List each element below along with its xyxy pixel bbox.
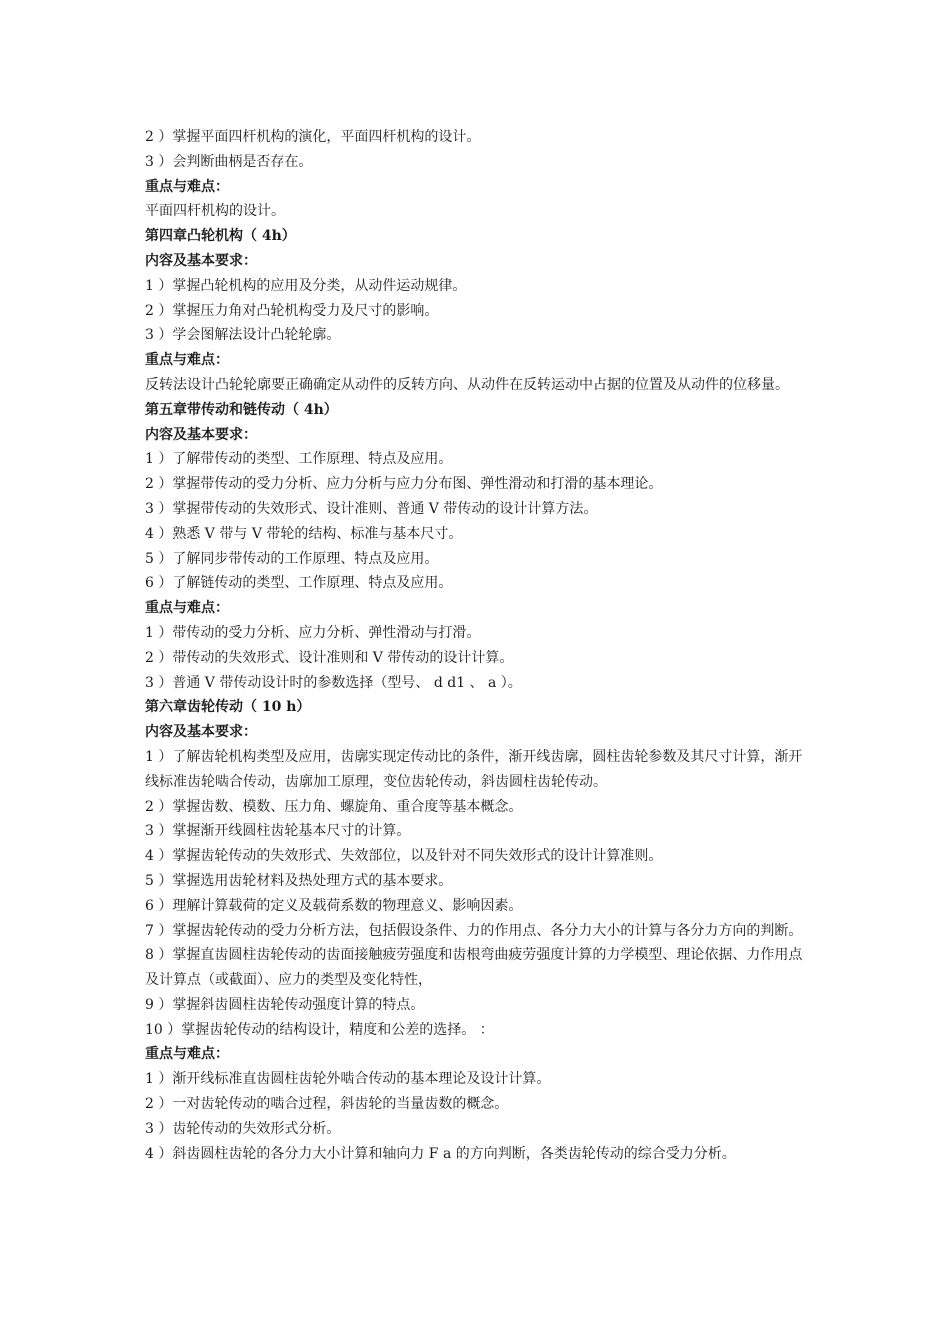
- section-heading: 内容及基本要求：: [145, 252, 257, 269]
- body-line: 1 ）掌握凸轮机构的应用及分类，从动件运动规律。: [145, 277, 467, 294]
- section-heading: 重点与难点：: [145, 352, 229, 369]
- body-line: 6 ）理解计算载荷的定义及载荷系数的物理意义、影响因素。: [145, 897, 523, 914]
- body-line: 10 ）掌握齿轮传动的结构设计，精度和公差的选择。 ：: [145, 1021, 494, 1038]
- body-line: 3 ）掌握带传动的失效形式、设计准则、普通 V 带传动的设计计算方法。: [145, 500, 598, 517]
- body-line: 8 ）掌握直齿圆柱齿轮传动的齿面接触疲劳强度和齿根弯曲疲劳强度计算的力学模型、理论依据、力作用点及计算点（或截面）、应力的类型及变化特性，: [145, 947, 803, 989]
- section-heading: 重点与难点：: [145, 600, 229, 617]
- body-line: 4 ）熟悉 V 带与 V 带轮的结构、标准与基本尺寸。: [145, 525, 463, 542]
- body-line: 7 ）掌握齿轮传动的受力分析方法，包括假设条件、力的作用点、各分力大小的计算与各分力方向的判断。: [145, 922, 803, 939]
- body-line: 4 ）斜齿圆柱齿轮的各分力大小计算和轴向力 F a 的方向判断，各类齿轮传动的综合受力分析。: [145, 1145, 736, 1162]
- section-heading: 内容及基本要求：: [145, 724, 257, 741]
- section-heading: 重点与难点：: [145, 178, 229, 195]
- body-line: 6 ）了解链传动的类型、工作原理、特点及应用。: [145, 575, 453, 592]
- section-heading: 内容及基本要求：: [145, 426, 257, 443]
- body-line: 2 ）掌握齿数、模数、压力角、螺旋角、重合度等基本概念。: [145, 798, 523, 815]
- body-line: 平面四杆机构的设计。: [145, 203, 285, 220]
- body-line: 2 ）掌握压力角对凸轮机构受力及尺寸的影响。: [145, 302, 439, 319]
- body-line: 反转法设计凸轮轮廓要正确确定从动件的反转方向、从动件在反转运动中占据的位置及从动件的位移量。: [145, 376, 789, 393]
- body-line: 3 ）学会图解法设计凸轮轮廓。: [145, 327, 341, 344]
- body-line: 1 ）渐开线标准直齿圆柱齿轮外啮合传动的基本理论及设计计算。: [145, 1071, 551, 1088]
- body-line: 4 ）掌握齿轮传动的失效形式、失效部位，以及针对不同失效形式的设计计算准则。: [145, 848, 663, 865]
- body-line: 2 ）掌握平面四杆机构的演化，平面四杆机构的设计。: [145, 129, 481, 145]
- body-line: 1 ）了解带传动的类型、工作原理、特点及应用。: [145, 451, 453, 468]
- body-line: 3 ）普通 V 带传动设计时的参数选择（型号、 d d1 、 a ）。: [145, 674, 522, 691]
- chapter-title: 第四章凸轮机构（ 4h）: [145, 228, 296, 245]
- chapter-title: 第五章带传动和链传动（ 4h）: [145, 401, 338, 418]
- section-heading: 重点与难点：: [145, 1046, 229, 1063]
- chapter-title: 第六章齿轮传动（ 10 h）: [145, 699, 311, 716]
- document-page: [145, 125, 810, 1166]
- body-line: 3 ）会判断曲柄是否存在。: [145, 153, 313, 170]
- body-line: 5 ）掌握选用齿轮材料及热处理方式的基本要求。: [145, 872, 453, 889]
- body-line: 2 ）带传动的失效形式、设计准则和 V 带传动的设计计算。: [145, 649, 514, 666]
- body-line: 5 ）了解同步带传动的工作原理、特点及应用。: [145, 550, 439, 567]
- body-line: 2 ）掌握带传动的受力分析、应力分析与应力分布图、弹性滑动和打滑的基本理论。: [145, 476, 663, 493]
- body-line: 9 ）掌握斜齿圆柱齿轮传动强度计算的特点。: [145, 996, 425, 1013]
- body-line: 1 ）了解齿轮机构类型及应用，齿廓实现定传动比的条件，渐开线齿廓，圆柱齿轮参数及其尺寸计算，渐开线标准齿轮啮合传动，齿廓加工原理，变位齿轮传动，斜齿圆柱齿轮传动。: [145, 748, 803, 790]
- body-line: 1 ）带传动的受力分析、应力分析、弹性滑动与打滑。: [145, 624, 481, 641]
- body-line: 3 ）掌握渐开线圆柱齿轮基本尺寸的计算。: [145, 823, 411, 840]
- body-line: 3 ）齿轮传动的失效形式分析。: [145, 1120, 341, 1137]
- body-line: 2 ）一对齿轮传动的啮合过程，斜齿轮的当量齿数的概念。: [145, 1096, 509, 1113]
